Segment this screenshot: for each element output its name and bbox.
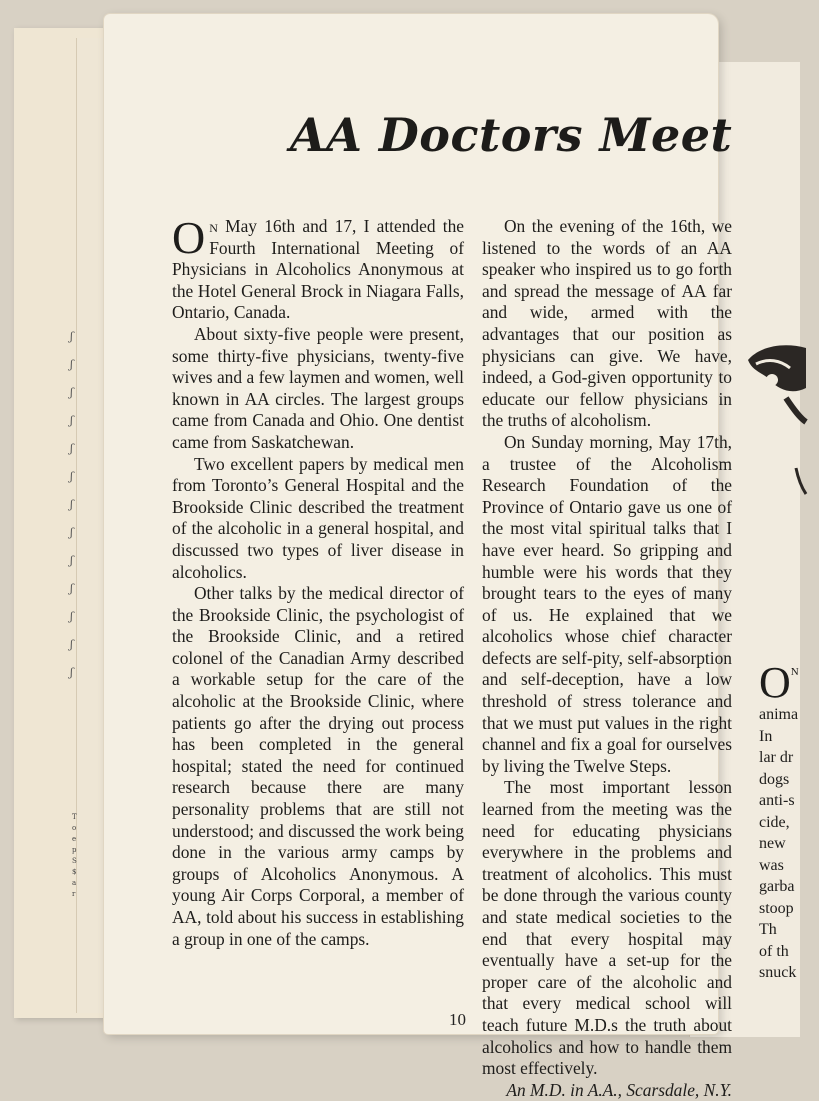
article-title: AA Doctors Meet	[290, 108, 733, 162]
paragraph-1-text: May 16th and 17, I attended the Fourth International Meeting of Physicians in Alcoholics Anonymous at the Hotel General Brock in Niagara Falls, Ontario, Canada.	[172, 216, 464, 323]
article-page	[104, 14, 733, 1100]
paragraph-1	[172, 212, 464, 324]
right-column	[482, 216, 732, 1101]
page-number: 10	[449, 1010, 466, 1029]
left-column	[172, 212, 464, 950]
paragraph-6: On Sunday morning, May 17th, a trustee of the Alcoholism Research Foundation of the Province of Ontario gave us one of the most vital spiritual talks that I have ever heard. So gripping and humble were his words that they brought tears to the eyes of many of us. He explained that we alcoholics whose chief character defects are self-pity, self-absorption and self-deception, have a low threshold of stress tolerance and that we must put values in the right channel and fix a goal for ourselves by living the Twelve Steps.	[482, 431, 732, 776]
paragraph-4: Other talks by the medical director of the Brookside Clinic, the psychologist of the Brookside Clinic, and a retired colonel of the Canadian Army described a workable setup for the care of the alcoholic at the Brookside Clinic, where patients go after the drying out process has been completed in the general hospital; stated the need for continued research because there are many personality problems that are still not understood; and discussed the work being done in the various army camps by groups of Alcoholics Anonymous. A young Air Corps Corporal, a member of AA, told about his success in establishing a group in one of the camps.	[172, 583, 464, 949]
paragraph-3: Two excellent papers by medical men from Toronto’s General Hospital and the Brookside Clinic described the treatment of the alcoholic in a general hospital, and discussed two types of liver disease in alcoholics.	[172, 453, 464, 582]
right-page-illustration	[746, 318, 806, 428]
signature: An M.D. in A.A., Scarsdale, N.Y.	[506, 1079, 732, 1100]
paragraph-2: About sixty-five people were present, some thirty-five physicians, twenty-five wives and a few laymen and women, well known in AA circles. The largest groups came from Canada and Ohio. One dentist came from Saskatchewan.	[172, 323, 464, 452]
lead-letter: n	[209, 216, 218, 236]
paragraph-7: The most important lesson learned from the meeting was the need for educating physicians everywhere in the problems and treatment of alcoholics. This must be done through the various county and state medical societies to the end that every hospital may eventually have a set-up for the proper care of the alcoholic and that every medical school will teach future M.D.s the truth about alcoholics and how to handle them most effectively.	[482, 777, 732, 1079]
left-page-fragments: T o e p S $ a r	[72, 813, 77, 898]
drop-cap: O	[172, 212, 206, 263]
left-page-edge-marks: ʃ ʃ ʃ ʃ ʃ ʃ ʃ ʃ ʃ ʃ ʃ ʃ ʃ	[70, 330, 73, 679]
next-page-text-fragments: $O^N$ anima In lar dr dogs anti-s cide, new was garba stoop Th of th snuck	[759, 658, 799, 981]
paragraph-5: On the evening of the 16th, we listened to the words of an AA speaker who inspired us to go forth and spread the message of AA far and wide, armed with the advantages that our position as physicians can give. We have, indeed, a God-given opportunity to educate our fellow physicians in the truths of alcoholism.	[482, 216, 732, 431]
